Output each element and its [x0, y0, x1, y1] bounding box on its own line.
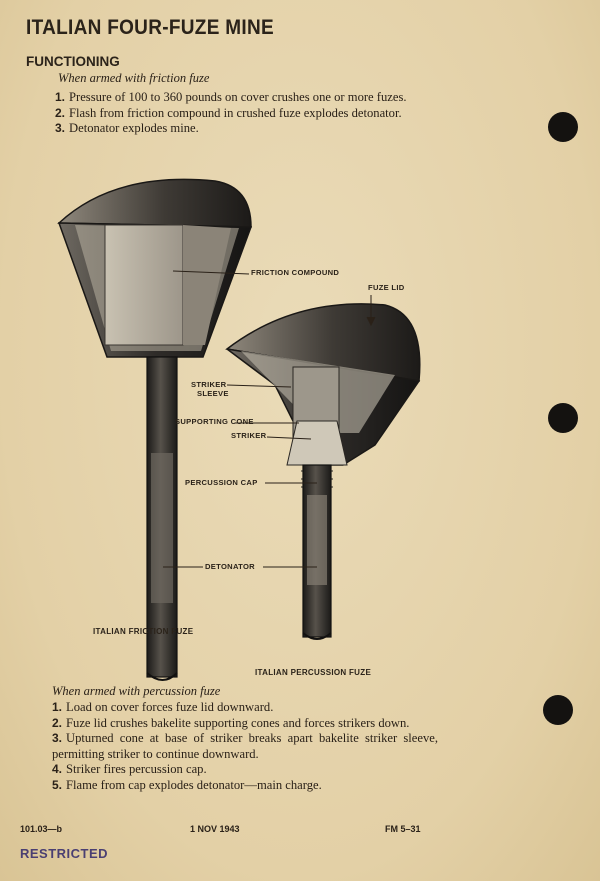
- step-number: 4.: [52, 762, 63, 777]
- label-striker-sleeve-line2: SLEEVE: [197, 389, 229, 398]
- percussion-subhead: When armed with percussion fuze: [52, 684, 221, 698]
- step-number: 2.: [55, 105, 66, 120]
- list-item: [55, 121, 447, 137]
- list-item: [55, 90, 447, 106]
- step-number: 3.: [55, 121, 66, 136]
- step-text: Fuze lid crushes bakelite supporting cones and forces strikers down.: [66, 715, 410, 730]
- label-detonator: DETONATOR: [205, 562, 255, 571]
- list-item: [52, 731, 438, 762]
- fuze-illustration: [55, 175, 455, 685]
- label-striker: STRIKER: [231, 431, 267, 440]
- binder-hole: [543, 695, 573, 725]
- friction-steps-list: [55, 90, 447, 137]
- list-item: [52, 716, 438, 732]
- step-text: Flame from cap explodes detonator—main charge.: [66, 777, 322, 792]
- label-friction-compound: FRICTION COMPOUND: [251, 268, 340, 277]
- step-text: Flash from friction compound in crushed fuze explodes detonator.: [69, 105, 402, 120]
- footer-date: 1 NOV 1943: [190, 824, 240, 834]
- step-number: 5.: [52, 777, 63, 792]
- caption-percussion-fuze: ITALIAN PERCUSSION FUZE: [255, 668, 372, 677]
- label-striker-sleeve-line1: STRIKER: [191, 380, 227, 389]
- label-percussion-cap: PERCUSSION CAP: [185, 478, 258, 487]
- step-text: Detonator explodes mine.: [69, 121, 199, 136]
- step-text: Striker fires percussion cap.: [66, 762, 207, 777]
- caption-friction-fuze: ITALIAN FRICTION FUZE: [93, 627, 194, 636]
- step-number: 1.: [55, 90, 66, 104]
- step-text: Load on cover forces fuze lid downward.: [66, 700, 274, 714]
- step-number: 1.: [52, 700, 63, 714]
- classification-stamp: RESTRICTED: [20, 846, 109, 861]
- section-heading: FUNCTIONING: [26, 54, 120, 69]
- binder-hole: [548, 403, 578, 433]
- label-supporting-cone: SUPPORTING CONE: [175, 417, 254, 426]
- list-item: [52, 700, 438, 716]
- friction-fuze-drawing: [59, 179, 251, 680]
- list-item: [55, 106, 447, 122]
- page-title: ITALIAN FOUR-FUZE MINE: [26, 16, 274, 40]
- label-fuze-lid: FUZE LID: [368, 283, 405, 292]
- step-number: 3.: [52, 731, 63, 746]
- list-item: [52, 762, 438, 778]
- friction-subhead: When armed with friction fuze: [58, 71, 210, 85]
- step-text: Pressure of 100 to 360 pounds on cover crushes one or more fuzes.: [69, 90, 407, 104]
- list-item: [52, 778, 438, 794]
- percussion-fuze-drawing: [227, 304, 420, 639]
- footer-page-id: 101.03—b: [20, 824, 63, 834]
- step-number: 2.: [52, 715, 63, 730]
- fuze-cutaway-drawing: [55, 175, 455, 685]
- footer-manual-number: FM 5–31: [385, 824, 421, 834]
- step-text: Upturned cone at base of striker breaks apart bakelite striker sleeve, permitting striker to continue downward.: [52, 731, 438, 761]
- binder-hole: [548, 112, 578, 142]
- percussion-steps-list: [52, 700, 438, 794]
